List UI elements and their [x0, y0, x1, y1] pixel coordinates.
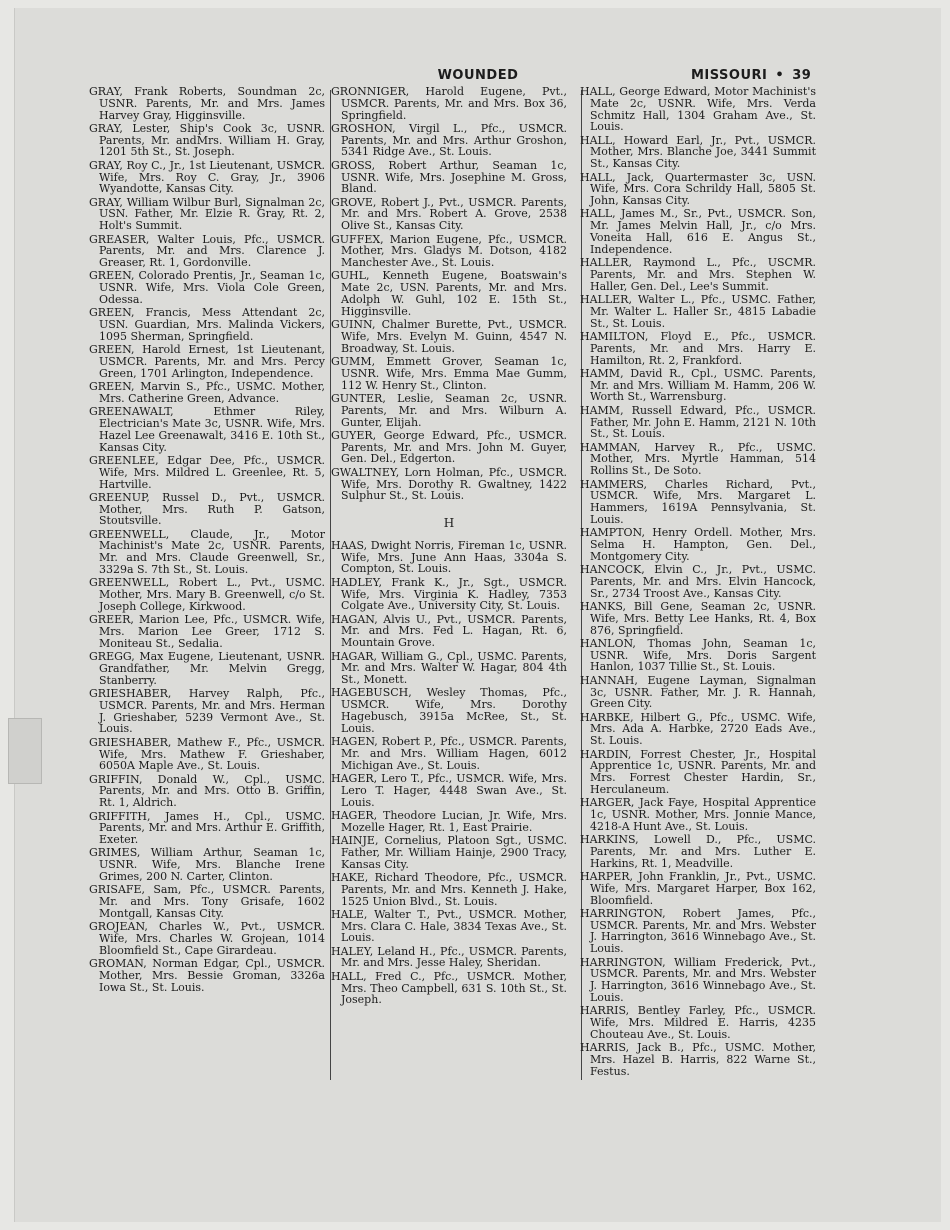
binding-tab [8, 718, 42, 784]
column-3 [580, 86, 816, 1079]
list-entry: HAGAR, William G., Cpl., USMC. Parents, Mr. and Mrs. Walter W. Hagar, 804 4th St., Monett. [331, 649, 567, 687]
list-entry: GUNTER, Leslie, Seaman 2c, USNR. Parents, Mr. and Mrs. Wilburn A. Gunter, Elijah. [331, 391, 567, 429]
list-entry: GREER, Marion Lee, Pfc., USMCR. Wife, Mrs. Marion Lee Greer, 1712 S. Moniteau St., Sedalia. [89, 613, 325, 650]
list-entry: HARKINS, Lowell D., Pfc., USMC. Parents, Mr. and Mrs. Luther E. Harkins, Rt. 1, Meadville. [580, 833, 816, 870]
list-entry: GROSHON, Virgil L., Pfc., USMCR. Parents, Mr. and Mrs. Arthur Groshon, 5341 Ridge Ave., St. Louis. [331, 121, 567, 159]
list-entry: HAMILTON, Floyd E., Pfc., USMCR. Parents, Mr. and Mrs. Harry E. Hamilton, Rt. 2, Frankford. [580, 329, 816, 367]
list-entry: GUINN, Chalmer Burette, Pvt., USMCR. Wife, Mrs. Evelyn M. Guinn, 4547 N. Broadway, St. Louis. [331, 318, 567, 355]
list-entry: GUHL, Kenneth Eugene, Boatswain's Mate 2c, USN. Parents, Mr. and Mrs. Adolph W. Guhl, 102 E. 15th St., Higginsville. [331, 269, 567, 318]
list-entry: HAMM, Russell Edward, Pfc., USMCR. Father, Mr. John E. Hamm, 2121 N. 10th St., St. Louis. [580, 403, 816, 441]
list-entry: GREENAWALT, Ethmer Riley, Electrician's Mate 3c, USNR. Wife, Mrs. Hazel Lee Greenawalt, 3416 E. 10th St., Kansas City. [89, 405, 325, 454]
list-entry: HALL, Howard Earl, Jr., Pvt., USMCR. Mother, Mrs. Blanche Joe, 3441 Summit St., Kansas City. [580, 133, 816, 171]
column-2 [331, 86, 567, 1008]
list-entry: HANLON, Thomas John, Seaman 1c, USNR. Wife, Mrs. Doris Sargent Hanlon, 1037 Tillie St., St. Louis. [580, 636, 816, 674]
list-entry: GREGG, Max Eugene, Lieutenant, USNR. Grandfather, Mr. Melvin Gregg, Stanberry. [89, 650, 325, 687]
list-entry: HARGER, Jack Faye, Hospital Apprentice 1c, USNR. Mother, Mrs. Jonnie Mance, 4218-A Hunt Ave., St. Louis. [580, 796, 816, 833]
list-entry: HALL, James M., Sr., Pvt., USMCR. Son, Mr. James Melvin Hall, Jr., c/o Mrs. Voneita Hall, 616 E. Angus St., Independence. [580, 207, 816, 256]
section-letter: H [443, 516, 455, 531]
list-entry: HARRINGTON, Robert James, Pfc., USMCR. Parents, Mr. and Mrs. Webster J. Harrington, 3616 Winnebago Ave., St. Louis. [580, 906, 816, 956]
list-entry: GUYER, George Edward, Pfc., USMCR. Parents, Mr. and Mrs. John M. Guyer, Gen. Del., Edgerton. [331, 428, 567, 466]
list-entry: HALL, George Edward, Motor Machinist's Mate 2c, USNR. Wife, Mrs. Verda Schmitz Hall, 1304 Graham Ave., St. Louis. [580, 85, 816, 134]
list-entry: HALEY, Leland H., Pfc., USMCR. Parents, Mr. and Mrs. Jesse Haley, Sheridan. [331, 944, 567, 970]
list-entry: GRIESHABER, Mathew F., Pfc., USMCR. Wife, Mrs. Mathew F. Grieshaber, 6050A Maple Ave., St. Louis. [89, 735, 325, 773]
list-entry: HARRIS, Bentley Farley, Pfc., USMCR. Wife, Mrs. Mildred E. Harris, 4235 Chouteau Ave., St. Louis. [580, 1004, 816, 1041]
list-entry: GREASER, Walter Louis, Pfc., USMCR. Parents, Mr. and Mrs. Clarence J. Greaser, Rt. 1, Gordonville. [89, 232, 325, 270]
list-entry: HANCOCK, Elvin C., Jr., Pvt., USMC. Parents, Mr. and Mrs. Elvin Hancock, Sr., 2734 Troost Ave., Kansas City. [580, 563, 816, 600]
list-entry: GREEN, Harold Ernest, 1st Lieutenant, USMCR. Parents, Mr. and Mrs. Percy Green, 1701 Arlington, Independence. [89, 343, 325, 380]
list-entry: GREEN, Colorado Prentis, Jr., Seaman 1c, USNR. Wife, Mrs. Viola Cole Green, Odessa. [89, 269, 325, 307]
list-entry: HAMMERS, Charles Richard, Pvt., USMCR. Wife, Mrs. Margaret L. Hammers, 1619A Pennsylvania, St. Louis. [580, 477, 816, 526]
list-entry: HAGER, Theodore Lucian, Jr. Wife, Mrs. Mozelle Hager, Rt. 1, East Prairie. [331, 808, 567, 834]
list-entry: HAGER, Lero T., Pfc., USMCR. Wife, Mrs. Lero T. Hager, 4448 Swan Ave., St. Louis. [331, 772, 567, 809]
list-entry: GWALTNEY, Lorn Holman, Pfc., USMCR. Wife, Mrs. Dorothy R. Gwaltney, 1422 Sulphur St., St. Louis. [331, 465, 567, 503]
list-entry: HAKE, Richard Theodore, Pfc., USMCR. Parents, Mr. and Mrs. Kenneth J. Hake, 1525 Union Blvd., St. Louis. [331, 870, 567, 908]
list-entry: HAMMAN, Harvey R., Pfc., USMC. Mother, Mrs. Myrtle Hamman, 514 Rollins St., De Soto. [580, 440, 816, 478]
list-entry: GROSS, Robert Arthur, Seaman 1c, USNR. Wife, Mrs. Josephine M. Gross, Bland. [331, 158, 567, 196]
list-entry: HAGEN, Robert P., Pfc., USMCR. Parents, Mr. and Mrs. William Hagen, 6012 Michigan Ave., St. Louis. [331, 735, 567, 772]
list-entry: HAINJE, Cornelius, Platoon Sgt., USMC. Father, Mr. William Hainje, 2900 Tracy, Kansas City. [331, 834, 567, 871]
list-entry: HARBKE, Hilbert G., Pfc., USMC. Wife, Mrs. Ada A. Harbke, 2720 Eads Ave., St. Louis. [580, 710, 816, 748]
list-entry: GREENWELL, Robert L., Pvt., USMC. Mother, Mrs. Mary B. Greenwell, c/o St. Joseph College, Kirkwood. [89, 576, 325, 613]
list-entry: GROVE, Robert J., Pvt., USMCR. Parents, Mr. and Mrs. Robert A. Grove, 2538 Olive St., Kansas City. [331, 195, 567, 233]
list-entry: HAAS, Dwight Norris, Fireman 1c, USNR. Wife, Mrs. June Ann Haas, 3304a S. Compton, St. Louis. [331, 538, 567, 576]
list-entry: GRISAFE, Sam, Pfc., USMCR. Parents, Mr. and Mrs. Tony Grisafe, 1602 Montgall, Kansas City. [89, 883, 325, 920]
list-entry: HALL, Fred C., Pfc., USMCR. Mother, Mrs. Theo Campbell, 631 S. 10th St., St. Joseph. [331, 969, 567, 1007]
list-entry: GRAY, William Wilbur Burl, Signalman 2c, USN. Father, Mr. Elzie R. Gray, Rt. 2, Holt's Summit. [89, 195, 325, 233]
list-entry: GROMAN, Norman Edgar, Cpl., USMCR. Mother, Mrs. Bessie Groman, 3326a Iowa St., St. Louis. [89, 957, 325, 994]
list-entry: GRIESHABER, Harvey Ralph, Pfc., USMCR. Parents, Mr. and Mrs. Herman J. Grieshaber, 5239 Vermont Ave., St. Louis. [89, 687, 325, 736]
list-entry: HALLER, Walter L., Pfc., USMC. Father, Mr. Walter L. Haller Sr., 4815 Labadie St., St. Louis. [580, 293, 816, 330]
state-name: MISSOURI [691, 68, 768, 83]
list-entry: GREEN, Francis, Mess Attendant 2c, USN. Guardian, Mrs. Malinda Vickers, 1095 Sherman, Springfield. [89, 306, 325, 343]
list-entry: HAGEBUSCH, Wesley Thomas, Pfc., USMCR. Wife, Mrs. Dorothy Hagebusch, 3915a McRee, St., St. Louis. [331, 686, 567, 735]
list-entry: GREENLEE, Edgar Dee, Pfc., USMCR. Wife, Mrs. Mildred L. Greenlee, Rt. 5, Hartville. [89, 453, 325, 491]
list-entry: HALE, Walter T., Pvt., USMCR. Mother, Mrs. Clara C. Hale, 3834 Texas Ave., St. Louis. [331, 907, 567, 945]
list-entry: GREENWELL, Claude, Jr., Motor Machinist's Mate 2c, USNR. Parents, Mr. and Mrs. Claude Greenwell, Sr., 3329a S. 7th St., St. Louis. [89, 527, 325, 577]
list-entry: HADLEY, Frank K., Jr., Sgt., USMCR. Wife, Mrs. Virginia K. Hadley, 7353 Colgate Ave., University City, St. Louis. [331, 575, 567, 613]
list-entry: HAMM, David R., Cpl., USMC. Parents, Mr. and Mrs. William M. Hamm, 206 W. Worth St., Warrensburg. [580, 366, 816, 404]
list-entry: GRONNIGER, Harold Eugene, Pvt., USMCR. Parents, Mr. and Mrs. Box 36, Springfield. [331, 85, 567, 122]
list-entry: GUFFEX, Marion Eugene, Pfc., USMCR. Mother, Mrs. Gladys M. Dotson, 4182 Manchester Ave., St. Louis. [331, 232, 567, 270]
running-header [691, 68, 811, 83]
list-entry: GRIMES, William Arthur, Seaman 1c, USNR. Wife, Mrs. Blanche Irene Grimes, 200 N. Carter, Clinton. [89, 846, 325, 883]
header-separator: • [775, 68, 785, 83]
page-number: 39 [792, 68, 812, 83]
list-entry: GRIFFITH, James H., Cpl., USMC. Parents, Mr. and Mrs. Arthur E. Griffith, Exeter. [89, 809, 325, 847]
list-entry: GRAY, Roy C., Jr., 1st Lieutenant, USMCR. Wife, Mrs. Roy C. Gray, Jr., 3906 Wyandotte, Kansas City. [89, 158, 325, 196]
list-entry: HARDIN, Forrest Chester, Jr., Hospital Apprentice 1c, USNR. Parents, Mr. and Mrs. Forrest Chester Hardin, Sr., Herculaneum. [580, 747, 816, 796]
list-entry: HANNAH, Eugene Layman, Signalman 3c, USNR. Father, Mr. J. R. Hannah, Green City. [580, 673, 816, 711]
list-entry: GREENUP, Russel D., Pvt., USMCR. Mother, Mrs. Ruth P. Gatson, Stoutsville. [89, 490, 325, 528]
list-entry: GREEN, Marvin S., Pfc., USMC. Mother, Mrs. Catherine Green, Advance. [89, 380, 325, 405]
list-entry: HARRINGTON, William Frederick, Pvt., USMCR. Parents, Mr. and Mrs. Webster J. Harrington, 3616 Winnebago Ave., St. Louis. [580, 955, 816, 1004]
list-entry: HAGAN, Alvis U., Pvt., USMCR. Parents, Mr. and Mrs. Fed L. Hagan, Rt. 6, Mountain Grove. [331, 612, 567, 650]
list-entry: GRIFFIN, Donald W., Cpl., USMC. Parents, Mr. and Mrs. Otto B. Griffin, Rt. 1, Aldrich. [89, 772, 325, 810]
list-entry: GROJEAN, Charles W., Pvt., USMCR. Wife, Mrs. Charles W. Grojean, 1014 Bloomfield St., Cape Girardeau. [89, 920, 325, 957]
list-entry: HALL, Jack, Quartermaster 3c, USN. Wife, Mrs. Cora Schrildy Hall, 5805 St. John, Kansas City. [580, 170, 816, 208]
column-1 [89, 86, 325, 995]
section-title: WOUNDED [437, 68, 519, 83]
list-entry: HAMPTON, Henry Ordell. Mother, Mrs. Selma H. Hampton, Gen. Del., Montgomery City. [580, 526, 816, 563]
list-entry: HARPER, John Franklin, Jr., Pvt., USMC. Wife, Mrs. Margaret Harper, Box 162, Bloomfield. [580, 870, 816, 907]
list-entry: GUMM, Emmett Grover, Seaman 1c, USNR. Wife, Mrs. Emma Mae Gumm, 112 W. Henry St., Clinton. [331, 355, 567, 392]
list-entry: GRAY, Frank Roberts, Soundman 2c, USNR. Parents, Mr. and Mrs. James Harvey Gray, Higginsville. [89, 85, 325, 122]
list-entry: GRAY, Lester, Ship's Cook 3c, USNR. Parents, Mr. andMrs. William H. Gray, 1201 5th St., St. Joseph. [89, 121, 325, 159]
list-entry: HARRIS, Jack B., Pfc., USMC. Mother, Mrs. Hazel B. Harris, 822 Warne St., Festus. [580, 1041, 816, 1078]
list-entry: HANKS, Bill Gene, Seaman 2c, USNR. Wife, Mrs. Betty Lee Hanks, Rt. 4, Box 876, Springfield. [580, 599, 816, 637]
list-entry: HALLER, Raymond L., Pfc., USCMR. Parents, Mr. and Mrs. Stephen W. Haller, Gen. Del., Lee's Summit. [580, 256, 816, 293]
